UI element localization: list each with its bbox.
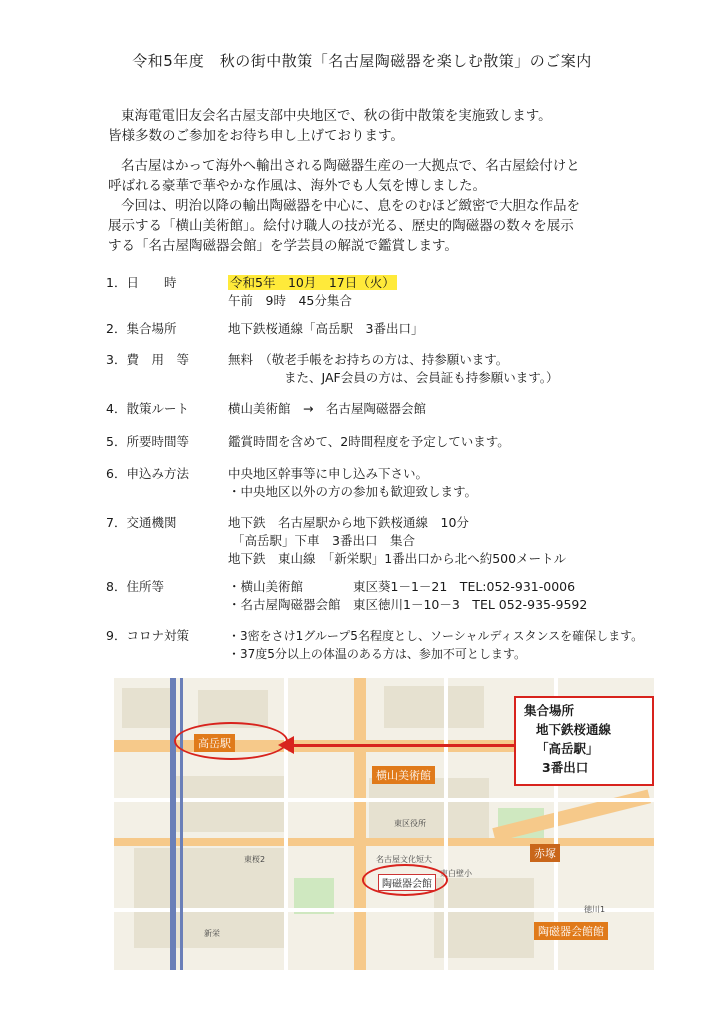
item-address-label: 8．住所等 <box>106 579 164 594</box>
map-street <box>444 678 448 970</box>
map-street <box>284 678 288 970</box>
meet-value: 地下鉄桜通線「高岳駅 3番出口」 <box>228 321 424 336</box>
item-cost-label: 3．費 用 等 <box>106 352 189 367</box>
address-line-2: ・名古屋陶磁器会館 東区徳川1－10－3 TEL 052-935-9592 <box>228 597 588 612</box>
date-highlight: 令和5年 10月 17日（火） <box>230 275 395 290</box>
apply-line-1: 中央地区幹事等に申し込み下さい。 <box>228 466 429 481</box>
hall-circle <box>362 864 448 896</box>
callout-line-2: 地下鉄桜通線 <box>536 722 612 737</box>
meeting-callout <box>514 696 654 786</box>
map-expressway <box>170 678 176 970</box>
map-block <box>122 688 170 728</box>
map-akatsuka-label: 赤塚 <box>530 844 560 862</box>
cost-line-1: 無料 （敬老手帳をお持ちの方は、持参願います。 <box>228 352 509 367</box>
item-meet-label: 2．集合場所 <box>106 321 177 336</box>
map-label-tokugawa: 徳川1 <box>584 905 606 914</box>
body-line-5: する「名古屋陶磁器会館」を学芸員の解説で鑑賞します。 <box>108 238 458 254</box>
route-value: 横山美術館 → 名古屋陶磁器会館 <box>228 401 426 416</box>
covid-line-2: ・37度5分以上の体温のある方は、参加不可とします。 <box>228 647 526 661</box>
body-line-3: 今回は、明治以降の輸出陶磁器を中心に、息をのむほど緻密で大胆な作品を <box>121 198 580 214</box>
map-label-higashisakura: 東桜2 <box>244 855 266 864</box>
map-block <box>384 686 484 728</box>
intro-line-2: 皆様多数のご参加をお待ち申し上げております。 <box>108 128 404 144</box>
map-label-center: 東区役所 <box>394 819 426 828</box>
map-block <box>174 776 284 832</box>
callout-line-3: 「高岳駅」 <box>536 741 599 756</box>
callout-line-4: 3番出口 <box>542 760 589 775</box>
arrow-head-icon <box>278 736 296 756</box>
intro-paragraph <box>108 106 668 146</box>
map-label-bunka: 名古屋文化短大 <box>376 855 432 864</box>
map-label-shinei: 新栄 <box>204 929 220 938</box>
cost-line-2: また、JAF会員の方は、会員証も持参願います。） <box>284 370 559 385</box>
map-road <box>114 838 654 846</box>
map-hall-pin: 陶磁器会館 <box>378 874 436 891</box>
station-circle <box>174 722 288 760</box>
map-label-school: 東白壁小 <box>440 869 472 878</box>
map-station-label: 高岳駅 <box>194 734 235 752</box>
body-line-1: 名古屋はかって海外へ輸出される陶磁器生産の一大拠点で、名古屋絵付けと <box>121 158 580 174</box>
transit-line-1: 地下鉄 名古屋駅から地下鉄桜通線 10分 <box>228 515 469 530</box>
item-transit-label: 7．交通機関 <box>106 515 177 530</box>
item-apply-label: 6．申込み方法 <box>106 466 189 481</box>
date-time: 午前 9時 45分集合 <box>228 293 352 308</box>
body-line-4: 展示する「横山美術館」。絵付け職人の技が光る、歴史的陶磁器の数々を展示 <box>108 218 574 234</box>
apply-line-2: ・中央地区以外の方の参加も歓迎致します。 <box>228 484 478 499</box>
transit-line-2: 「高岳駅」下車 3番出口 集合 <box>232 533 415 548</box>
map-expressway <box>180 678 183 970</box>
item-route-label: 4．散策ルート <box>106 401 189 416</box>
callout-line-1: 集合場所 <box>524 703 575 718</box>
transit-line-3: 地下鉄 東山線 「新栄駅」1番出口から北へ約500メートル <box>228 551 567 566</box>
map-museum-label: 横山美術館 <box>372 766 435 784</box>
map-hall-label: 陶磁器会館館 <box>534 922 608 940</box>
map-street <box>114 798 654 802</box>
map-block <box>434 878 534 958</box>
body-line-2: 呼ばれる豪華で華やかな作風は、海外でも人気を博しました。 <box>108 178 486 194</box>
map-street <box>114 908 654 912</box>
map-road-vertical <box>354 678 366 970</box>
callout-arrow <box>286 744 514 747</box>
body-paragraph <box>108 156 668 256</box>
item-time-label: 5．所要時間等 <box>106 434 189 449</box>
item-covid-label: 9．コロナ対策 <box>106 628 189 643</box>
map-block <box>369 778 489 838</box>
page-title: 令和5年度 秋の街中散策「名古屋陶磁器を楽しむ散策」のご案内 <box>132 52 592 70</box>
intro-line-1: 東海電電旧友会名古屋支部中央地区で、秋の街中散策を実施致します。 <box>121 108 552 124</box>
item-date-label: 1．日 時 <box>106 275 177 290</box>
address-line-1: ・横山美術館 東区葵1－1－21 TEL:052-931-0006 <box>228 579 576 594</box>
time-value: 鑑賞時間を含めて、2時間程度を予定しています。 <box>228 434 510 449</box>
covid-line-1: ・3密をさけ1グループ5名程度とし、ソーシャルディスタンスを確保します。 <box>228 629 644 643</box>
